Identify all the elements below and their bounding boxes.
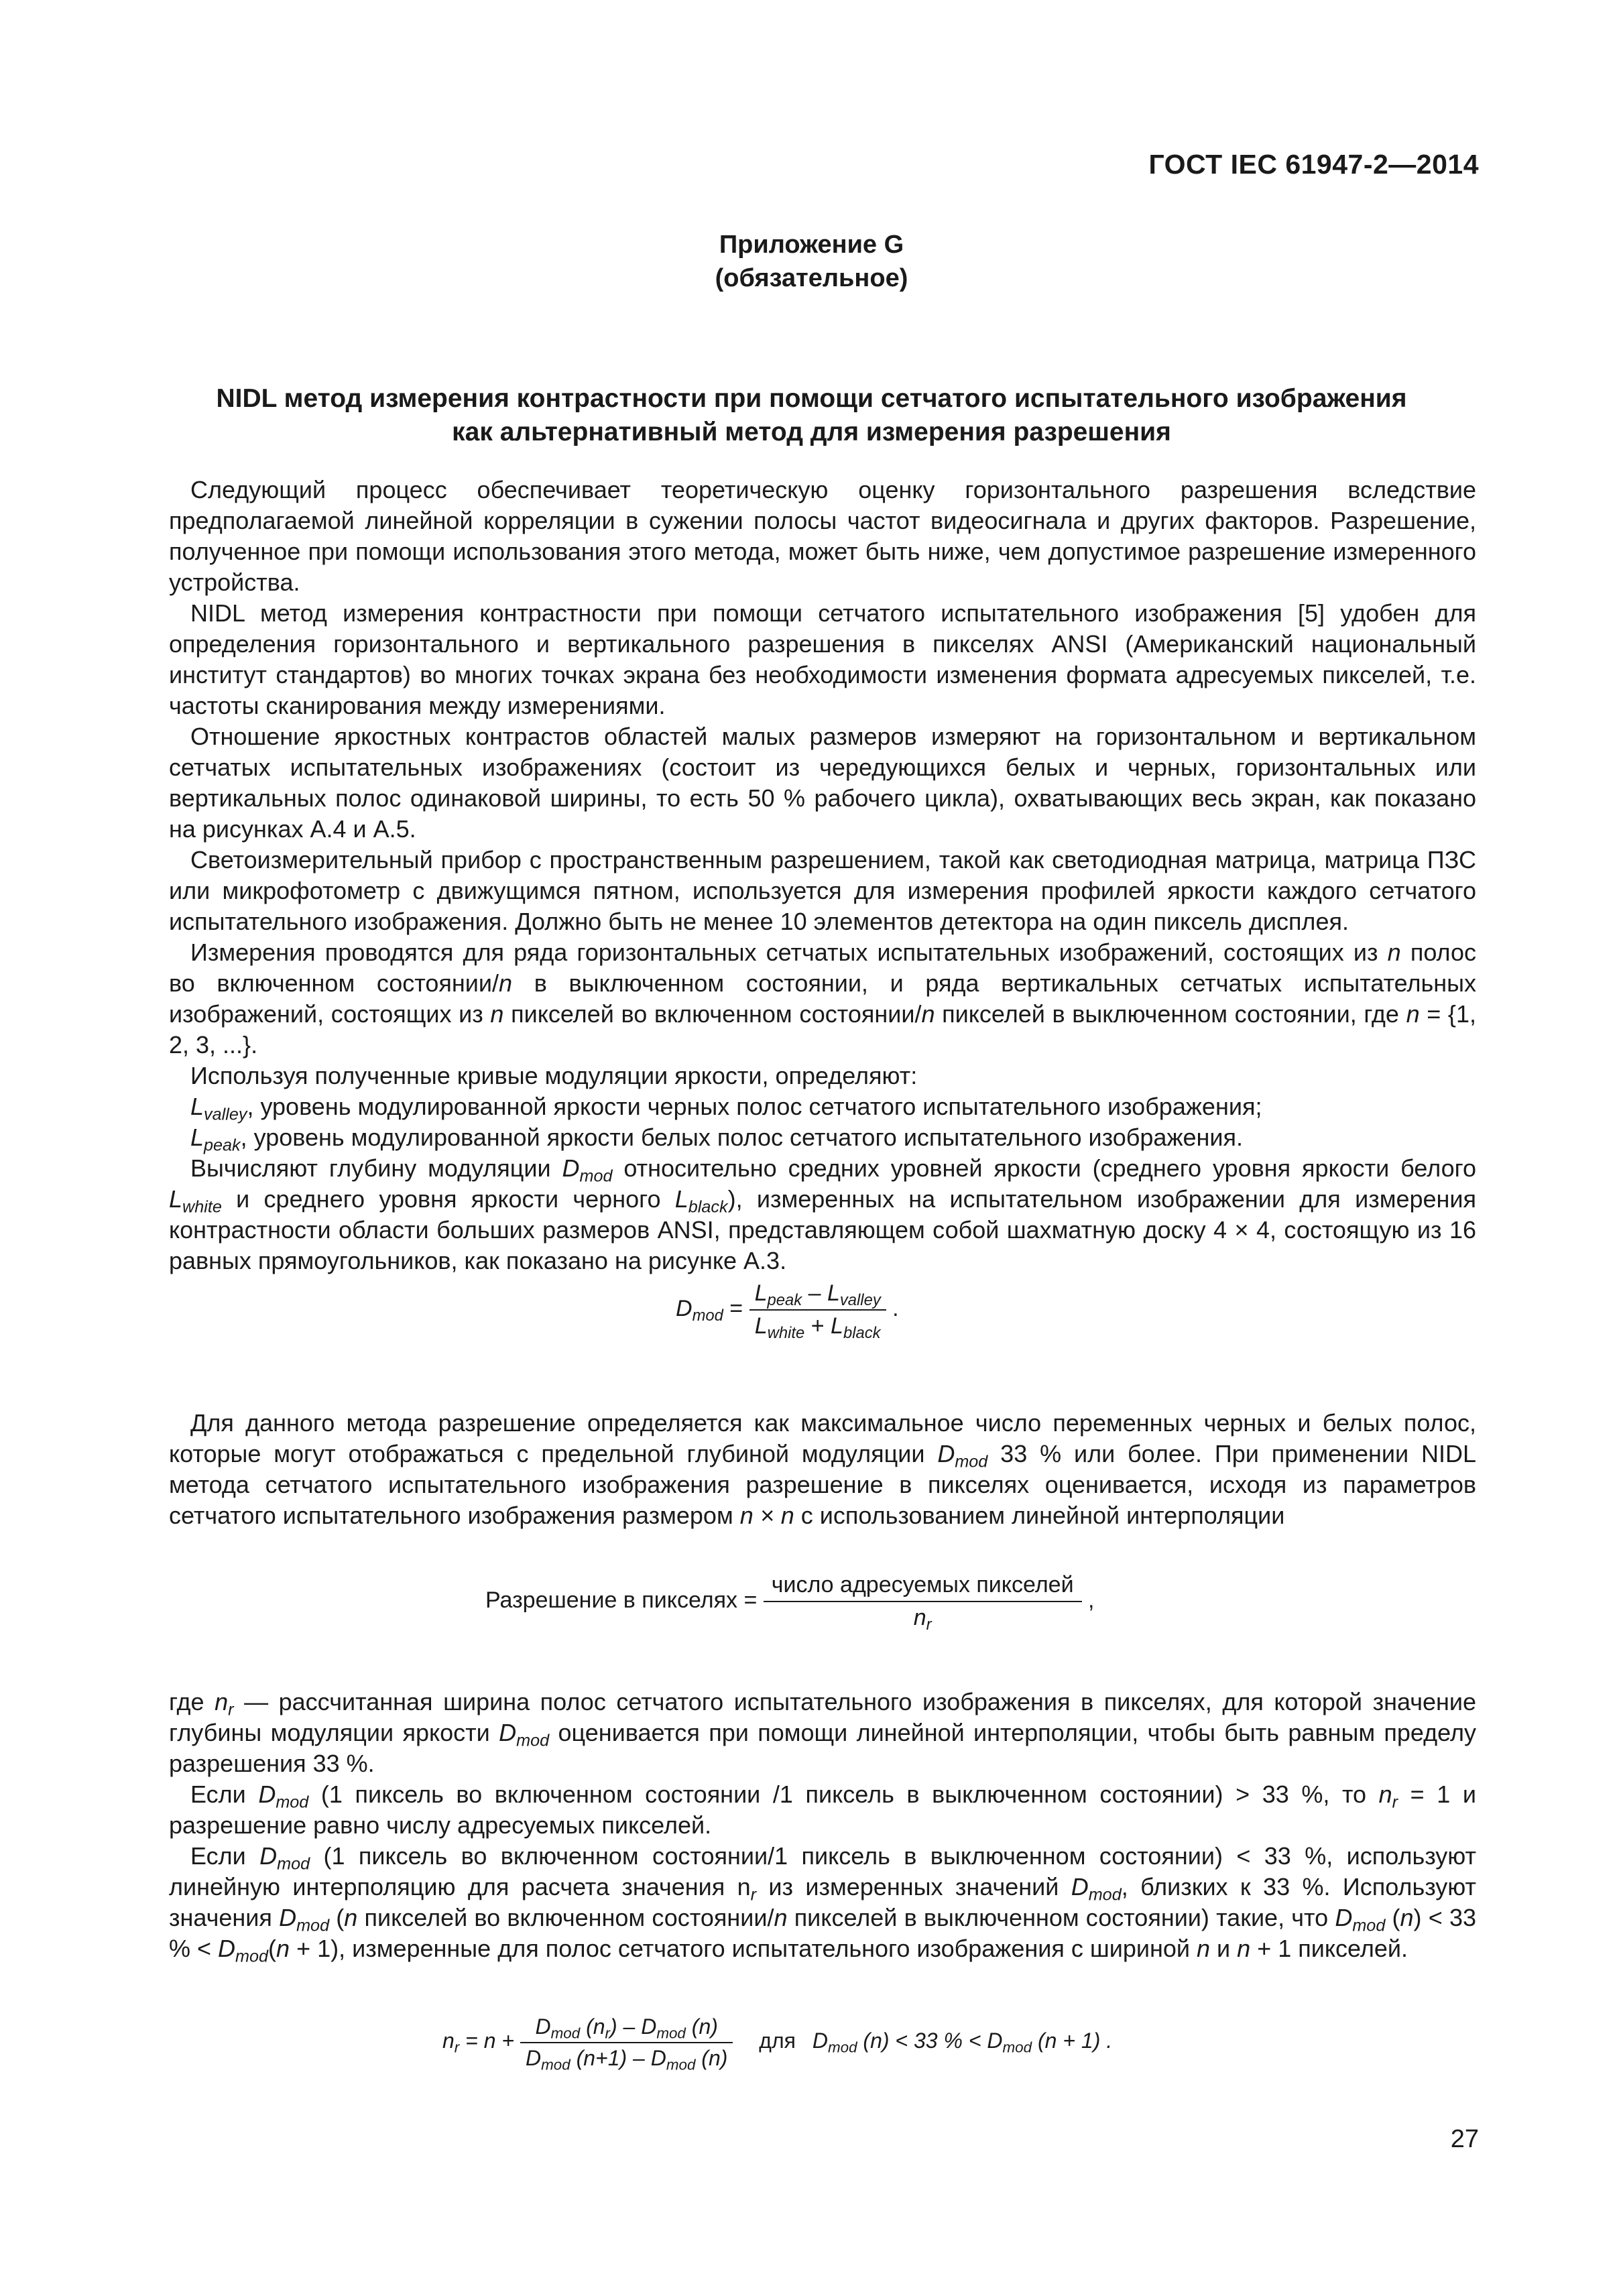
standard-identifier: ГОСТ IEC 61947-2—2014 <box>1148 149 1479 180</box>
paragraph: Отношение яркостных контрастов областей малых размеров измеряют на горизонтальном и вертикальном сетчатых испытательных изображениях (состоит из чередующихся белых и черных, горизонтальных или вертикальных полос одинаковой ширины, то есть 50 % рабочего цикла), охватывающих весь экран, как показано на рисунках А.4 и А.5. <box>169 723 1476 843</box>
definition-peak: $L_{peak}$, уровень модулированной яркости белых полос сетчатого испытательного изображения. <box>190 1124 1244 1155</box>
definition-valley: $L_{valley}$, уровень модулированной яркости черных полос сетчатого испытательного изображения; <box>190 1093 1262 1124</box>
annex-title: Приложение G <box>719 231 904 259</box>
paragraph: Для данного метода разрешение определяется как максимальное число переменных черных и белых полос, которые могут отображаться с предельной глубиной модуляции $D_{mod}$ 33 % или более. При применении NIDL метода сетчатого испытательного изображения разрешение в пикселях оценивается, исходя из параметров сетчатого испытательного изображения размером n × n с использованием линейной интерполяции <box>169 1409 1476 1529</box>
page-number: 27 <box>1450 2125 1479 2153</box>
formula-resolution: Разрешение в пикселях = $\frac{\text{число адресуемых пикселей}}{n_r}$ , <box>485 1572 1095 1634</box>
paragraph: Вычисляют глубину модуляции $D_{mod}$ относительно средних уровней яркости (среднего уровня яркости белого $L_{white}$ и среднего уровня яркости черного $L_{black}$), измеренных на испытательном изображении для измерения контрастности области больших размеров ANSI, представляющем собой шахматную доску 4 × 4, состоящую из 16 равных прямоугольников, как показано на рисунке А.3. <box>169 1154 1476 1274</box>
body-block-1 <box>169 475 1476 1276</box>
annex-status: (обязательное) <box>715 264 908 292</box>
section-title-line-2: как альтернативный метод для измерения разрешения <box>452 418 1171 446</box>
paragraph: Используя полученные кривые модуляции яркости, определяют: <box>190 1062 918 1089</box>
paragraph: Измерения проводятся для ряда горизонтальных сетчатых испытательных изображений, состоящих из n полос во включенном состоянии/n в выключенном состоянии, и ряда вертикальных сетчатых испытательных изображений, состоящих из n пикселей во включенном состоянии/n пикселей в выключенном состоянии, где n = {1, 2, 3, ...}. <box>169 939 1476 1059</box>
paragraph: Если $D_{mod}$ (1 пиксель во включенном состоянии/1 пиксель в выключенном состоянии) < 33 %, используют линейную интерполяцию для расчета значения $n_r$ из измеренных значений $D_{mod}$, близких к 33 %. Используют значения $D_{mod}$ (n пикселей во включенном состоянии/n пикселей в выключенном состоянии) такие, что $D_{mod}$ (n) < 33 % < $D_{mod}(n + 1)$, измеренные для полос сетчатого испытательного изображения с шириной n и n + 1 пикселей. <box>169 1842 1477 1966</box>
formula-interpolation: $n_r = n$ + $\frac{D_{mod} (n_r) - D_{mod} (n)}{D_{mod} (n+1) - D_{mod} (n)}$ для $D_{mod}$ (n) < 33 % < $D_{mod}$ (n + 1) . <box>442 2014 1113 2073</box>
section-title-line-1: NIDL метод измерения контрастности при помощи сетчатого испытательного изображения <box>216 384 1407 413</box>
formula-fraction: $\frac{\text{число адресуемых пикселей}}{n_r}$ <box>764 1572 1082 1631</box>
formula-fraction: $\frac{L_{peak} - L_{valley}}{L_{white} + L_{black}}$ <box>749 1280 886 1339</box>
paragraph: где $n_r$ — рассчитанная ширина полос сетчатого испытательного изображения в пикселях, для которой значение глубины модуляции яркости $D_{mod}$ оценивается при помощи линейной интерполяции, чтобы быть равным пределу разрешения 33 %. <box>169 1688 1477 1777</box>
paragraph: NIDL метод измерения контрастности при помощи сетчатого испытательного изображения [5] удобен для определения горизонтального и вертикального разрешения в пикселях ANSI (Американский национальный институт стандартов) во многих точках экрана без необходимости изменения формата адресуемых пикселей, т.е. частоты сканирования между измерениями. <box>169 599 1476 719</box>
section-title <box>0 382 1623 449</box>
body-block-3 <box>169 1687 1476 1964</box>
formula-modulation-depth: $D_{mod}$ = $\frac{L_{peak} - L_{valley}}{L_{white} + L_{black}}$ . <box>676 1280 899 1343</box>
paragraph: Светоизмерительный прибор с пространственным разрешением, такой как светодиодная матрица, матрица ПЗС или микрофотометр с движущимся пятном, используется для измерения профилей яркости каждого сетчатого испытательного изображения. Должно быть не менее 10 элементов детектора на один пиксель дисплея. <box>169 846 1476 935</box>
body-block-2 <box>169 1408 1476 1531</box>
formula-fraction: $\frac{D_{mod} (n_r) - D_{mod} (n)}{D_{mod} (n+1) - D_{mod} (n)}$ <box>520 2014 733 2071</box>
paragraph: Следующий процесс обеспечивает теоретическую оценку горизонтального разрешения вследствие предполагаемой линейной корреляции в сужении полосы частот видеосигнала и других факторов. Разрешение, полученное при помощи использования этого метода, может быть ниже, чем допустимое разрешение измеренного устройства. <box>169 476 1476 596</box>
paragraph: Если $D_{mod}$ (1 пиксель во включенном состоянии /1 пиксель в выключенном состоянии) > 33 %, то $n_r = 1$ и разрешение равно числу адресуемых пикселей. <box>169 1780 1476 1839</box>
annex-heading <box>0 228 1623 295</box>
